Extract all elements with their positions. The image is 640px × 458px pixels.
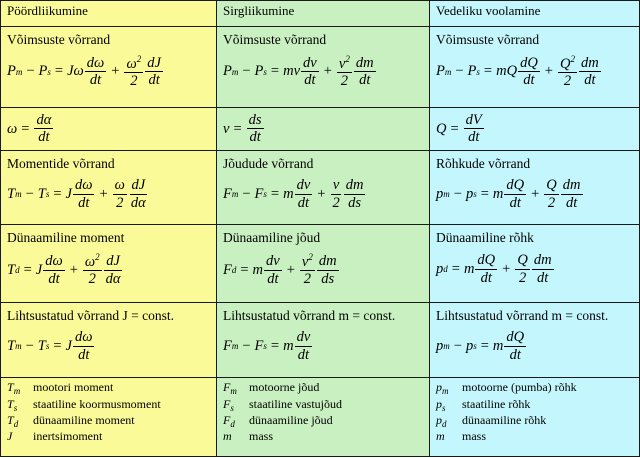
dynamic-rotation (1, 225, 217, 303)
legend-linear (217, 378, 430, 457)
power-equation-row (1, 27, 640, 108)
legend-text: staatiline koormusmoment (33, 396, 161, 411)
legend-rotation (1, 378, 217, 457)
formula: p m − p s = m $\frac{dQ}{dt}$ (436, 329, 525, 364)
cell-title: Momentide võrrand (7, 155, 115, 171)
moment-eq-rotation (1, 150, 217, 224)
formula: v = $\frac{ds}{dt}$ (223, 111, 262, 146)
legend-text: dünaamiline jõud (249, 413, 333, 428)
force-eq-linear (217, 150, 430, 224)
legend-symbol: $T_d$ (7, 413, 19, 430)
legend-symbol: $p_d$ (436, 413, 447, 430)
cell-title: Võimsuste võrrand (223, 32, 327, 48)
formula: T m − T s = J $\frac{d\omega}{dt}$ (7, 329, 93, 364)
cell-title: Lihtsustatud võrrand J = const. (7, 307, 174, 323)
formula: Q = $\frac{dV}{dt}$ (436, 111, 482, 146)
legend-text: motoorne (pumba) rõhk (462, 380, 577, 395)
formula: ω = $\frac{d\alpha}{dt}$ (7, 111, 52, 146)
header-rotation: Pöördliikumine (1, 1, 217, 27)
formula: F m − F s = m $\frac{dv}{dt}$ (223, 329, 311, 364)
legend-symbol: J (7, 429, 13, 444)
legend-symbol: $p_m$ (436, 380, 449, 397)
cell-title: Lihtsustatud võrrand m = const. (223, 307, 396, 323)
legend-text: dünaamiline moment (33, 413, 135, 428)
legend-text: motoorne jõud (249, 380, 320, 395)
dynamic-fluid (430, 225, 640, 303)
legend-text: mass (462, 429, 486, 444)
formula: F d = m $\frac{dv}{dt}$ + $\frac{v^2}{2}$ $\frac{dm}{ds}$ (223, 251, 337, 288)
moment-equation-row (1, 150, 640, 224)
simplified-row (1, 302, 640, 377)
legend-symbol: $F_s$ (223, 396, 234, 413)
legend-text: mass (249, 429, 273, 444)
legend-symbol: $p_s$ (436, 396, 446, 413)
cell-title: Võimsuste võrrand (436, 32, 540, 48)
legend-symbol: m (223, 429, 232, 444)
legend-text: inertsimoment (33, 429, 103, 444)
legend-symbol: $F_m$ (223, 380, 237, 397)
legend-symbol: $F_d$ (223, 413, 235, 430)
formula: T d = J $\frac{d\omega}{dt}$ + $\frac{\omega^2}{2}$ $\frac{dJ}{d\alpha}$ (7, 251, 121, 288)
formula: P m − P s = mQ $\frac{dQ}{dt}$ + $\frac{Q^2}{2}$ $\frac{dm}{dt}$ (436, 53, 599, 90)
cell-title: Dünaamiline jõud (223, 230, 321, 246)
cell-title: Lihtsustatud võrrand m = const. (436, 307, 609, 323)
def-linear (217, 107, 430, 150)
formula: F m − F s = m $\frac{dv}{dt}$ + $\frac{v}{2}$ $\frac{dm}{ds}$ (223, 177, 364, 212)
power-eq-fluid (430, 27, 640, 108)
header-linear: Sirgliikumine (217, 1, 430, 27)
power-eq-rotation (1, 27, 217, 108)
pressure-eq-fluid (430, 150, 640, 224)
dynamic-row (1, 225, 640, 303)
cell-title: Dünaamiline rõhk (436, 230, 534, 246)
formula: p d = m $\frac{dQ}{dt}$ + $\frac{Q}{2}$ $\frac{dm}{dt}$ (436, 251, 552, 286)
legend-text: staatiline rõhk (462, 396, 531, 411)
cell-title: Rõhkude võrrand (436, 155, 531, 171)
simplified-fluid (430, 302, 640, 377)
legend-row (1, 378, 640, 457)
cell-title: Jõudude võrrand (223, 155, 314, 171)
legend-symbol: $T_m$ (7, 380, 21, 397)
def-rotation (1, 107, 217, 150)
legend-text: dünaamiline rõhk (462, 413, 547, 428)
legend-list (7, 378, 210, 444)
legend-text: staatiline vastujõud (249, 396, 342, 411)
legend-symbol: $T_s$ (7, 396, 18, 413)
power-eq-linear (217, 27, 430, 108)
cell-title: Võimsuste võrrand (7, 32, 111, 48)
definition-row (1, 107, 640, 150)
formula: T m − T s = J $\frac{d\omega}{dt}$ + $\frac{\omega}{2}$ $\frac{dJ}{d\alpha}$ (7, 177, 146, 212)
def-fluid (430, 107, 640, 150)
legend-list (223, 378, 423, 444)
formula: P m − P s = Jω $\frac{d\omega}{dt}$ + $\frac{\omega^2}{2}$ $\frac{dJ}{dt}$ (7, 53, 161, 90)
simplified-linear (217, 302, 430, 377)
formula: p m − p s = m $\frac{dQ}{dt}$ + $\frac{Q}{2}$ $\frac{dm}{dt}$ (436, 177, 581, 212)
formula: P m − P s = mv $\frac{dv}{dt}$ + $\frac{v^2}{2}$ $\frac{dm}{dt}$ (223, 53, 374, 90)
legend-fluid (430, 378, 640, 457)
legend-symbol: m (436, 429, 445, 444)
legend-text: mootori moment (33, 380, 114, 395)
cell-title: Dünaamiline moment (7, 230, 125, 246)
header-fluid: Vedeliku voolamine (430, 1, 640, 27)
header-row (1, 1, 640, 27)
simplified-rotation (1, 302, 217, 377)
dynamic-linear (217, 225, 430, 303)
legend-list (436, 378, 633, 444)
